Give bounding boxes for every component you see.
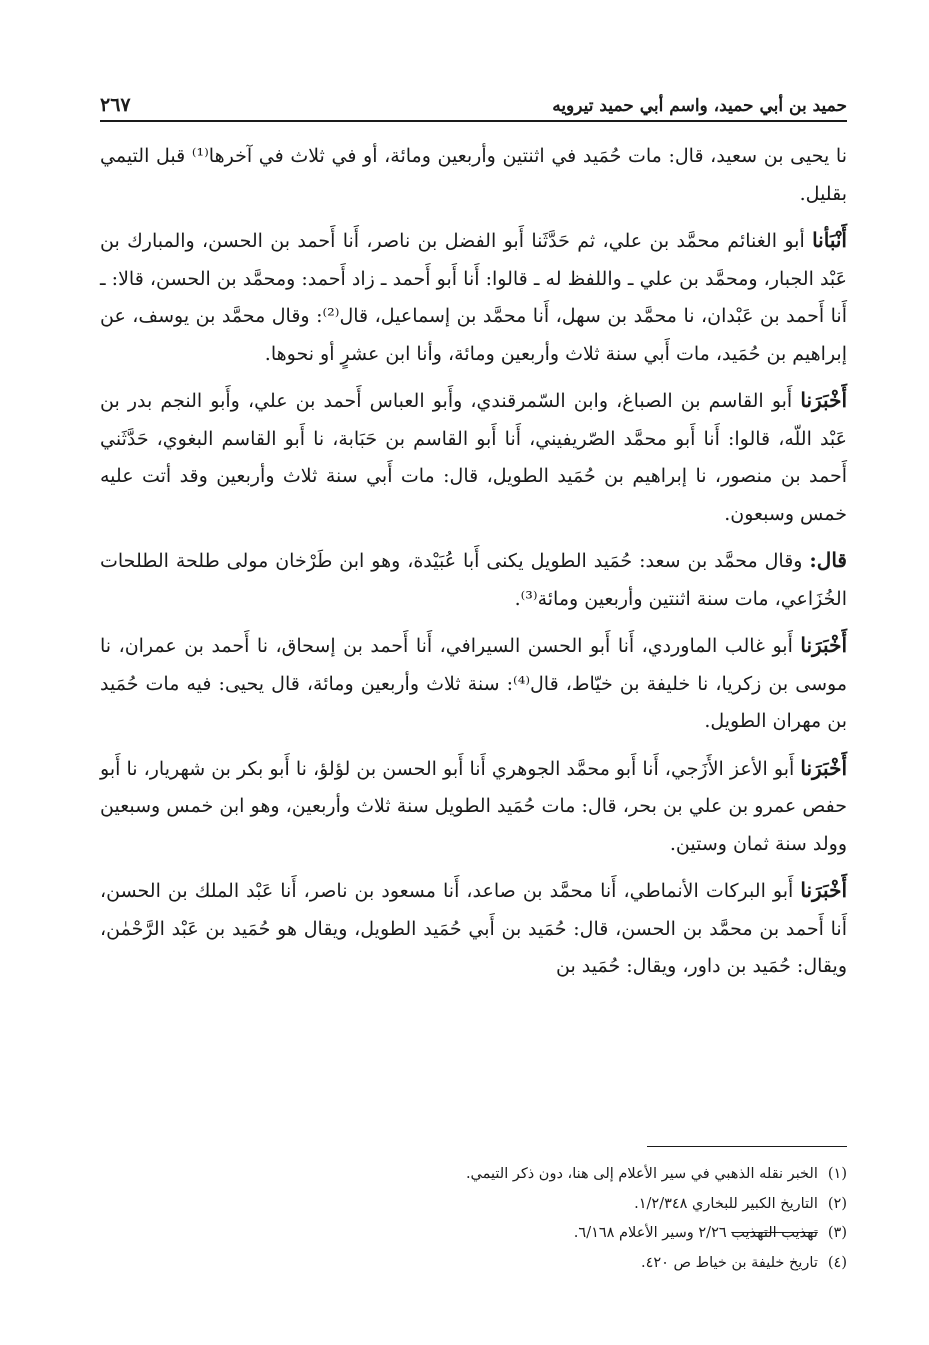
paragraph-text: وقال محمَّد بن سعد: حُمَيد الطويل يكنى أَبا عُبَيْدة، وهو ابن طَرْخان مولى طلحة الطلحات الخُزَاعي، مات سنة اثنتين وأربعين ومائة⁽³⁾. — [100, 550, 847, 610]
footnote-text: التاريخ الكبير للبخاري ١/٢/٣٤٨. — [634, 1195, 818, 1212]
footnote-text: الخبر نقله الذهبي في سير الأعلام إلى هنا، دون ذكر التيمي. — [465, 1166, 818, 1182]
footnote-number: (٢) — [827, 1195, 847, 1212]
main-text — [100, 138, 847, 995]
page-number: ٢٦٧ — [100, 94, 131, 116]
footnote-number: (٣) — [827, 1225, 847, 1241]
paragraph — [100, 382, 847, 533]
paragraph-lead: أَخْبَرَنا — [800, 633, 847, 657]
paragraph-text: أَبو غالب الماوردي، أَنا أَبو الحسن السيرافي، أَنا أَحمد بن إسحاق، نا أَحمد بن عمران، نا موسى بن زكريا، نا خليفة بن خيّاط، قال⁽⁴⁾: سنة ثلاث وأربعين ومائة، قال يحيى: فيه مات حُمَيد بن مهران الطويل. — [100, 635, 848, 732]
footnote-number: (١) — [827, 1166, 847, 1182]
paragraph — [100, 627, 847, 741]
paragraph-lead: أَنْبَأنا — [812, 228, 847, 252]
footnote — [100, 1190, 847, 1220]
paragraph — [100, 138, 847, 213]
paragraph — [100, 542, 847, 618]
paragraph-lead: أَخْبَرَنا — [800, 388, 847, 412]
footnote — [100, 1249, 847, 1279]
footnote-text — [574, 1219, 818, 1249]
paragraph-text: أَبو القاسم بن الصباغ، وابن السّمرقندي، وأَبو العباس أَحمد بن علي، وأَبو النجم بدر بن عَبْد اللّه، قالوا: أَنا أَبو محمَّد الصّريفيني، أَنا أَبو القاسم بن حَبَابة، نا أَبو القاسم البغوي، حَدَّثَني أَحمد بن منصور، نا إبراهيم بن حُمَيد الطويل، قال: مات أَبي سنة ثلاث وأربعين وقد أتت عليه خمس وسبعون. — [100, 390, 847, 525]
footnote — [100, 1160, 847, 1190]
paragraph-text: نا يحيى بن سعيد، قال: مات حُمَيد في اثنتين وأربعين ومائة، أو في ثلاث في آخرها⁽¹⁾ قبل التيمي بقليل. — [100, 145, 847, 205]
paragraph — [100, 222, 847, 373]
footnote-number: (٤) — [827, 1254, 847, 1271]
paragraph-text: أَبو الأعز الأَزَجي، أَنا أَبو محمَّد الجوهري أَنا أَبو الحسن بن لؤلؤ، نا أَبو بكر بن شهريار، نا أَبو حفص عمرو بن علي بن بحر، قال: مات حُمَيد الطويل سنة ثلاث وأربعين، وهو ابن خمس وسبعين وولد سنة ثمان وستين. — [100, 757, 847, 855]
paragraph — [100, 750, 847, 864]
footnotes — [100, 1160, 847, 1278]
paragraph-lead: أَخْبَرَنا — [800, 878, 847, 902]
paragraph — [100, 872, 847, 986]
paragraph-lead: أَخْبَرَنا — [800, 755, 847, 780]
footnote-divider — [647, 1146, 847, 1147]
paragraph-text: أبو الغنائم محمَّد بن علي، ثم حَدَّثَنا أَبو الفضل بن ناصر، أَنا أَحمد بن الحسن، والمبارك بن عَبْد الجبار، ومحمَّد بن علي ـ واللفظ له ـ قالوا: أَنا أَبو أَحمد ـ زاد أَحمد: ومحمَّد بن الحسن، قالا: ـ أَنا أَحمد بن عَبْدان، نا محمَّد بن سهل، أَنا محمَّد بن إسماعيل، قال⁽²⁾: وقال محمَّد بن يوسف، عن إبراهيم بن حُمَيد، مات أَبي سنة ثلاث وأربعين ومائة، وأنا ابن عشرٍ أو نحوها. — [100, 230, 847, 365]
footnote-struck-text: تهذيب التهذيب — [731, 1225, 818, 1241]
page-header — [100, 82, 847, 122]
running-title: حميد بن أبي حميد، واسم أبي حميد تيرويه — [552, 96, 847, 116]
footnote — [100, 1219, 847, 1249]
footnote-text-rest: ٢/٢٦ وسير الأعلام ٦/١٦٨. — [573, 1225, 732, 1241]
paragraph-text: أَبو البركات الأنماطي، أَنا محمَّد بن صاعد، أَنا مسعود بن ناصر، أَنا عَبْد الملك بن الحسن، أَنا أَحمد بن محمَّد بن الحسن، قال: حُمَيد بن أَبي حُمَيد الطويل، ويقال هو حُمَيد بن عَبْد الرَّحْمٰن، ويقال: حُمَيد بن داور، ويقال: حُمَيد بن — [100, 880, 847, 977]
footnote-text: تاريخ خليفة بن خياط ص ٤٢٠. — [640, 1254, 818, 1271]
paragraph-lead: قال: — [809, 548, 847, 572]
